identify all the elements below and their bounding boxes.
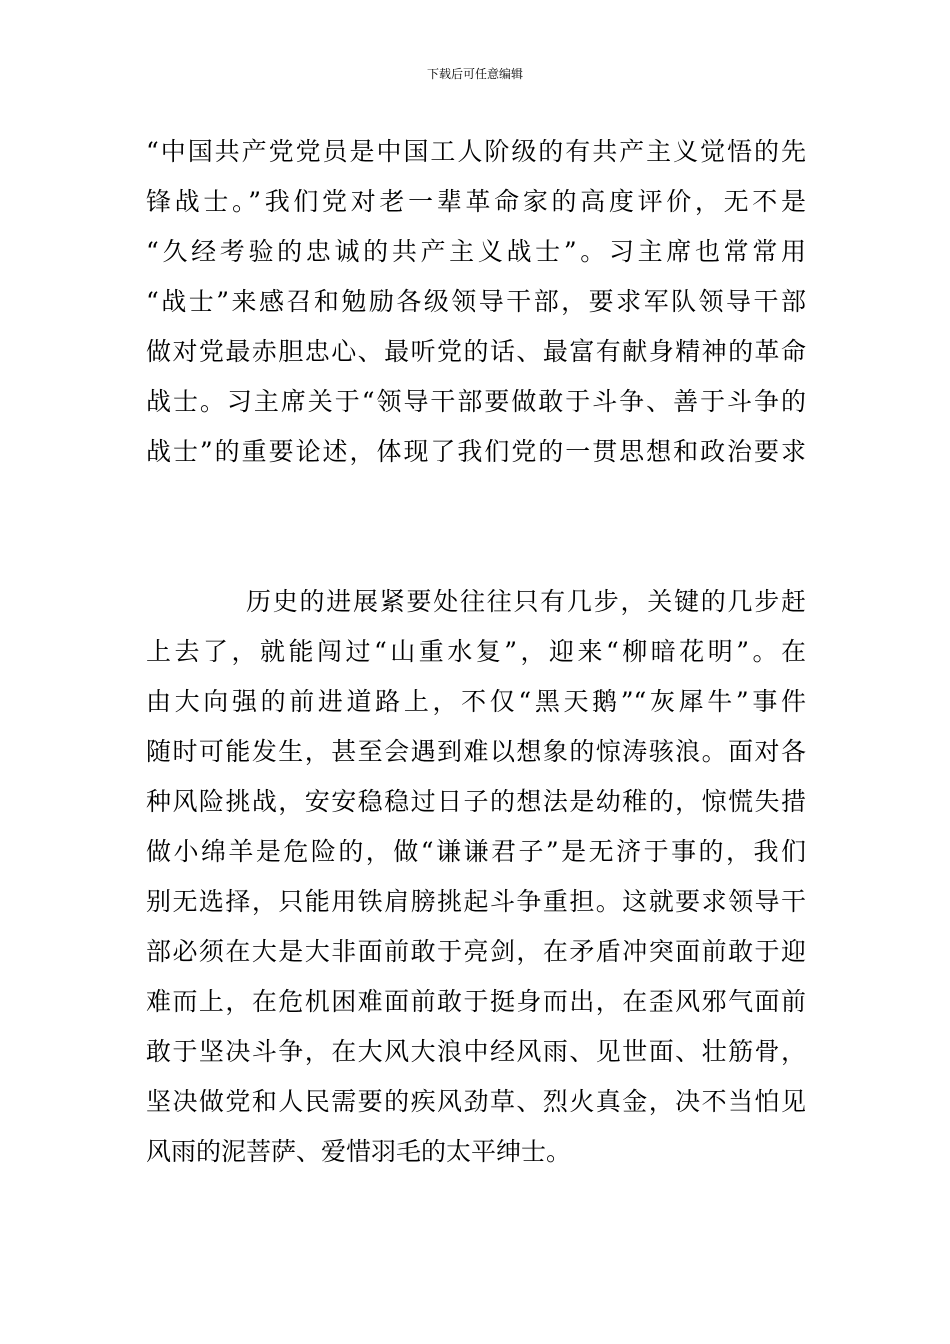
paragraph-line: 战士。习主席关于“领导干部要做敢于斗争、善于斗争的 — [146, 387, 806, 416]
paragraph-line: 做小绵羊是危险的，做“谦谦君子”是无济于事的，我们 — [146, 837, 806, 866]
paragraph-line: 坚决做党和人民需要的疾风劲草、烈火真金，决不当怕见 — [146, 1087, 806, 1116]
paragraph-line: 部必须在大是大非面前敢于亮剑，在矛盾冲突面前敢于迎 — [146, 937, 806, 966]
paragraph-line: 由大向强的前进道路上，不仅“黑天鹅”“灰犀牛”事件 — [146, 687, 806, 716]
paragraph-line: 随时可能发生，甚至会遇到难以想象的惊涛骇浪。面对各 — [146, 737, 806, 766]
paragraph-line: 战士”的重要论述，体现了我们党的一贯思想和政治要求 — [146, 437, 806, 466]
paragraph-line: 种风险挑战，安安稳稳过日子的想法是幼稚的，惊慌失措 — [146, 787, 806, 816]
paragraph-line: 别无选择，只能用铁肩膀挑起斗争重担。这就要求领导干 — [146, 887, 806, 916]
paragraph-1 — [146, 127, 806, 477]
paragraph-line: “战士”来感召和勉励各级领导干部，要求军队领导干部 — [146, 287, 806, 316]
page-header: 下载后可任意编辑 — [426, 67, 523, 81]
paragraph-line: 风雨的泥菩萨、爱惜羽毛的太平绅士。 — [146, 1137, 572, 1166]
paragraph-line: 敢于坚决斗争，在大风大浪中经风雨、见世面、壮筋骨， — [146, 1037, 806, 1066]
paragraph-line: 上去了，就能闯过“山重水复”，迎来“柳暗花明”。在 — [146, 637, 806, 666]
paragraph-line: “中国共产党党员是中国工人阶级的有共产主义觉悟的先 — [146, 137, 806, 166]
paragraph-line: 锋战士。”我们党对老一辈革命家的高度评价，无不是 — [146, 187, 806, 216]
paragraph-line: 难而上，在危机困难面前敢于挺身而出，在歪风邪气面前 — [146, 987, 806, 1016]
paragraph-2 — [146, 577, 806, 1177]
paragraph-line: “久经考验的忠诚的共产主义战士”。习主席也常常用 — [146, 237, 806, 266]
paragraph-line: 历史的进展紧要处往往只有几步，关键的几步赶 — [246, 587, 806, 616]
paragraph-line: 做对党最赤胆忠心、最听党的话、最富有献身精神的革命 — [146, 337, 806, 366]
